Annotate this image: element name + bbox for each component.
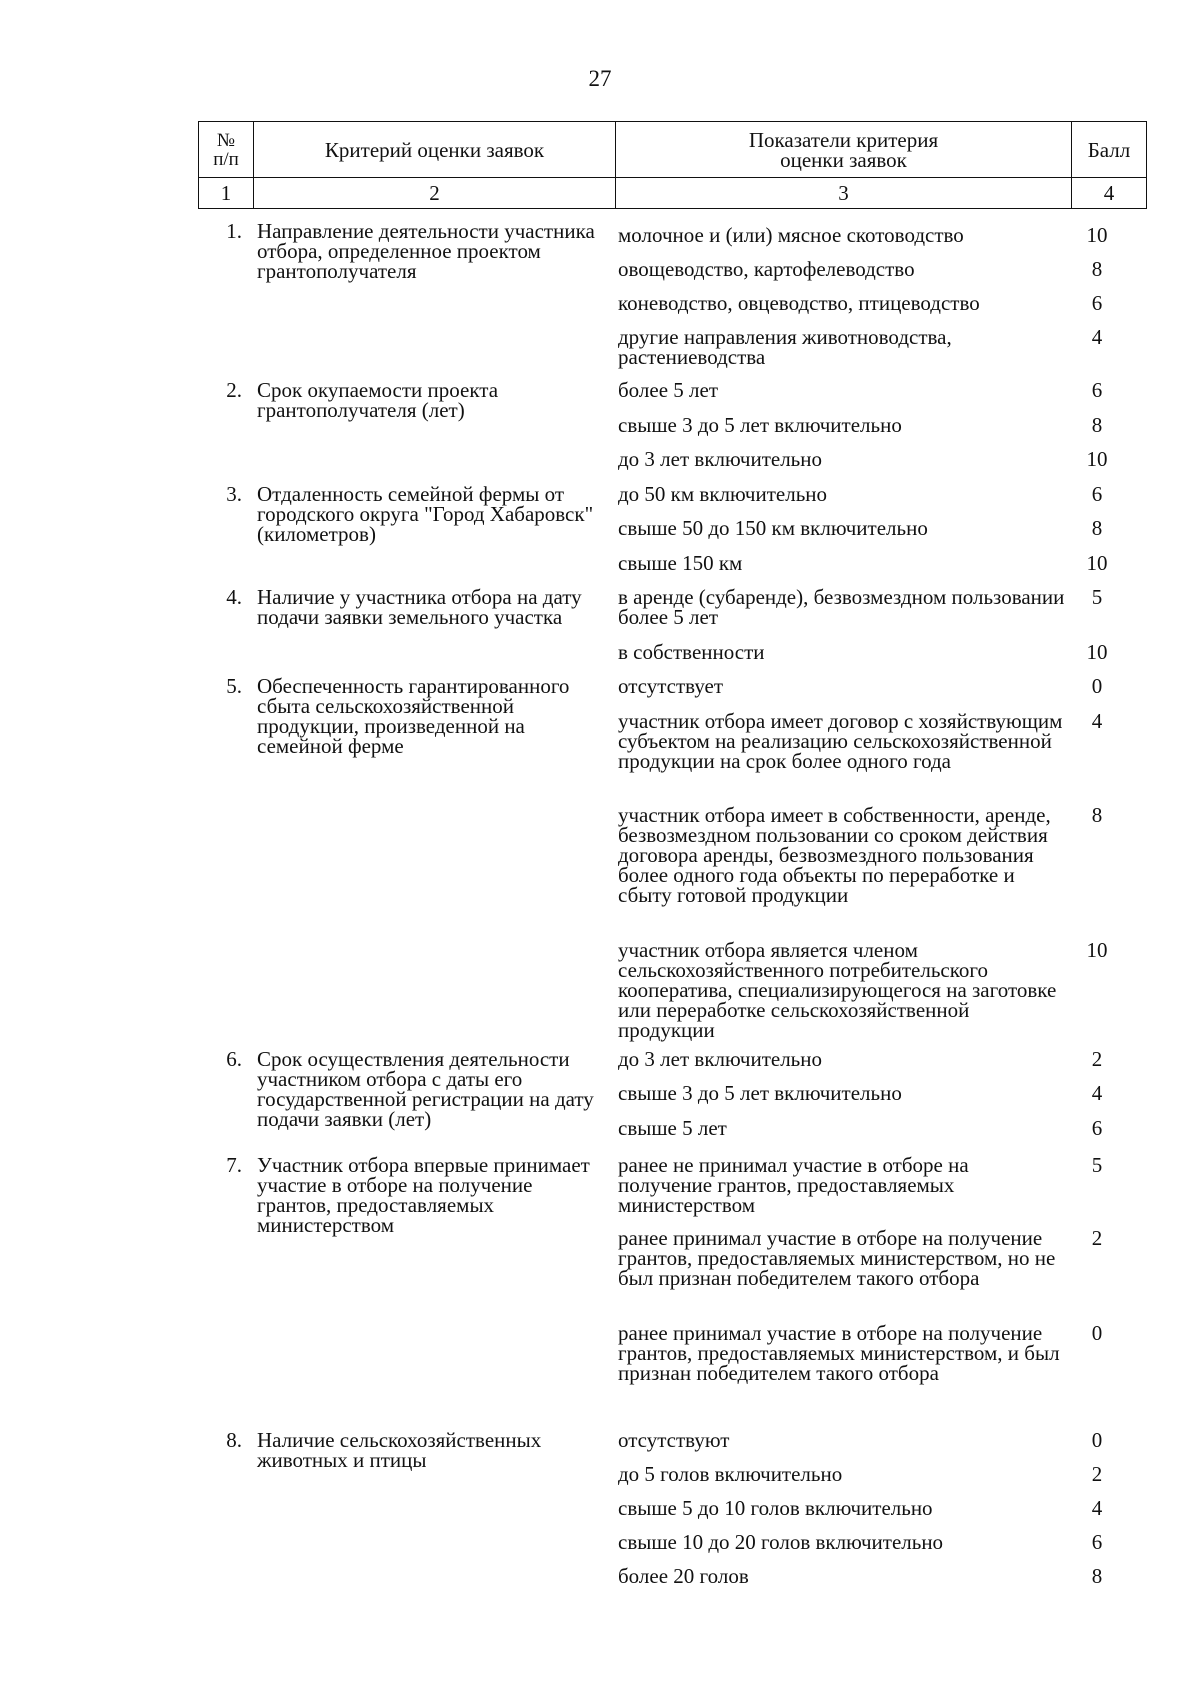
header-col-number: [199, 122, 254, 178]
header-number-sign: №: [216, 129, 236, 151]
score-value: 0: [1091, 1428, 1103, 1452]
indicator-text: до 3 лет включительно: [618, 447, 822, 471]
score-value: 2: [1091, 1047, 1103, 1071]
score-value: 8: [1091, 803, 1103, 827]
criterion-text: Срок осуществления деятельности участником отбора с даты его государственной регистрации на дату подачи заявки (лет): [257, 1047, 594, 1131]
indicator-text: овощеводство, картофелеводство: [618, 257, 915, 281]
indicator-text: свыше 3 до 5 лет включительно: [618, 1081, 902, 1105]
indicator-text: отсутствуют: [618, 1428, 730, 1452]
header-index-3: 3: [616, 178, 1072, 209]
criterion-text: Отдаленность семейной фермы от городского округа "Город Хабаровск" (километров): [257, 482, 594, 546]
score-value: 8: [1091, 413, 1103, 437]
indicator-text: свыше 150 км: [618, 551, 743, 575]
indicator-text: отсутствует: [618, 674, 724, 698]
indicator-text: свыше 5 лет: [618, 1116, 727, 1140]
score-value: 6: [1091, 482, 1103, 506]
indicator-text: другие направления животноводства, растениеводства: [618, 325, 952, 369]
indicator-text: свыше 10 до 20 голов включительно: [618, 1530, 944, 1554]
criterion-text: Срок окупаемости проекта грантополучателя (лет): [257, 378, 499, 422]
score-value: 4: [1091, 1081, 1103, 1105]
page-number: 27: [588, 66, 612, 91]
row-number: 1.: [226, 219, 242, 243]
criterion-text: Наличие у участника отбора на дату подачи заявки земельного участка: [257, 585, 582, 629]
indicator-text: более 20 голов: [618, 1564, 749, 1588]
header-indicators-line1: Показатели критерия: [748, 127, 939, 152]
indicator-text: свыше 5 до 10 голов включительно: [618, 1496, 933, 1520]
score-value: 4: [1091, 325, 1103, 349]
row-number: 2.: [226, 378, 242, 402]
header-indicators-line2: оценки заявок: [780, 147, 907, 172]
header-index-4: 4: [1072, 178, 1147, 209]
score-value: 2: [1091, 1462, 1103, 1486]
header-index-2: 2: [254, 178, 616, 209]
header-col-indicators: [616, 122, 1072, 178]
criterion-text: Направление деятельности участника отбора, определенное проектом грантополучателя: [257, 219, 595, 283]
criterion-text: Участник отбора впервые принимает участие в отборе на получение грантов, предоставляемых министерством: [257, 1153, 590, 1237]
score-value: 2: [1091, 1226, 1103, 1250]
header-col-score: Балл: [1072, 122, 1147, 178]
row-number: 7.: [226, 1153, 242, 1177]
header-index-1: 1: [199, 178, 254, 209]
indicator-text: в аренде (субаренде), безвозмездном пользовании более 5 лет: [618, 585, 1065, 629]
header-pp: п/п: [213, 148, 239, 170]
score-value: 6: [1091, 378, 1103, 402]
score-value: 0: [1091, 674, 1103, 698]
indicator-text: до 5 голов включительно: [618, 1462, 843, 1486]
score-value: 8: [1091, 257, 1103, 281]
score-value: 8: [1091, 1564, 1103, 1588]
score-value: 6: [1091, 1116, 1103, 1140]
indicator-text: в собственности: [618, 640, 765, 664]
indicator-text: до 3 лет включительно: [618, 1047, 822, 1071]
row-number: 8.: [226, 1428, 242, 1452]
score-value: 10: [1086, 640, 1108, 664]
indicator-text: ранее принимал участие в отборе на получение грантов, предоставляемых министерством, и был признан победителем такого отбора: [618, 1321, 1060, 1385]
indicator-text: коневодство, овцеводство, птицеводство: [618, 291, 980, 315]
indicator-text: участник отбора имеет договор с хозяйствующим субъектом на реализацию сельскохозяйственной продукции на срок более одного года: [618, 709, 1063, 773]
score-value: 4: [1091, 1496, 1103, 1520]
row-number: 4.: [226, 585, 242, 609]
score-value: 4: [1091, 709, 1103, 733]
indicator-text: свыше 3 до 5 лет включительно: [618, 413, 902, 437]
score-value: 10: [1086, 938, 1108, 962]
score-value: 6: [1091, 291, 1103, 315]
score-value: 10: [1086, 223, 1108, 247]
indicator-text: до 50 км включительно: [618, 482, 828, 506]
indicator-text: ранее не принимал участие в отборе на получение грантов, предоставляемых министерством: [618, 1153, 969, 1217]
row-number: 5.: [226, 674, 242, 698]
indicator-text: молочное и (или) мясное скотоводство: [618, 223, 964, 247]
score-value: 0: [1091, 1321, 1103, 1345]
indicator-text: свыше 50 до 150 км включительно: [618, 516, 928, 540]
row-number: 3.: [226, 482, 242, 506]
score-value: 8: [1091, 516, 1103, 540]
score-value: 5: [1091, 585, 1103, 609]
indicator-text: участник отбора является членом сельскохозяйственного потребительского кооператива, специализирующегося на заготовке или переработке сельскохозяйственной продукции: [618, 938, 1057, 1042]
criterion-text: Обеспеченность гарантированного сбыта сельскохозяйственной продукции, произведенной на семейной ферме: [257, 674, 570, 758]
indicator-text: более 5 лет: [618, 378, 719, 402]
table-header: [198, 121, 1147, 209]
score-value: 6: [1091, 1530, 1103, 1554]
header-col-criterion: Критерий оценки заявок: [254, 122, 616, 178]
criterion-text: Наличие сельскохозяйственных животных и птицы: [257, 1428, 542, 1472]
score-value: 10: [1086, 551, 1108, 575]
indicator-text: участник отбора имеет в собственности, аренде, безвозмездном пользовании со сроком действия договора аренды, безвозмездного пользования более одного года объекты по переработке и сбыту готовой продукции: [618, 803, 1051, 907]
indicator-text: ранее принимал участие в отборе на получение грантов, предоставляемых министерством, но не был признан победителем такого отбора: [618, 1226, 1056, 1290]
score-value: 10: [1086, 447, 1108, 471]
score-value: 5: [1091, 1153, 1103, 1177]
row-number: 6.: [226, 1047, 242, 1071]
